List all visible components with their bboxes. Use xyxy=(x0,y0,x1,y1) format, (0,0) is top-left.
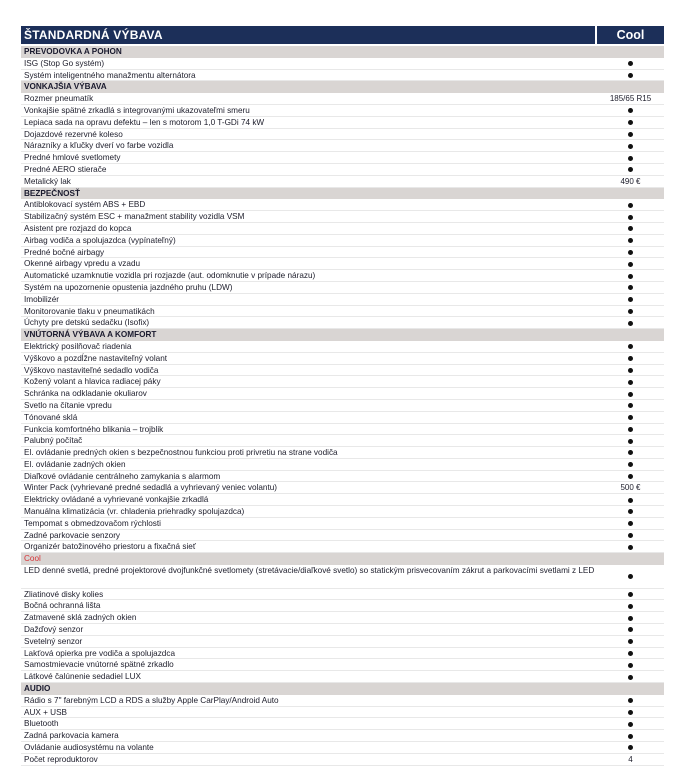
feature-label: Systém inteligentného manažmentu alternátora xyxy=(24,70,196,80)
bullet-icon xyxy=(628,309,633,314)
feature-label: Systém na upozornenie opustenia jazdného pruhu (LDW) xyxy=(24,282,233,292)
bullet-icon xyxy=(628,321,633,326)
feature-label: LED denné svetlá, predné projektorové dvojfunkčné svetlomety (stretávacie/diaľkové svetlo) so statickým prisvecovaním zákrut a parkovacími svetlami z LED xyxy=(24,566,595,576)
bullet-icon xyxy=(628,427,633,432)
table-row xyxy=(21,459,664,471)
bullet-icon xyxy=(628,663,633,668)
table-row xyxy=(21,117,664,129)
section-header xyxy=(21,683,664,695)
included-dot-icon xyxy=(597,353,664,364)
feature-label: Okenné airbagy vpredu a vzadu xyxy=(24,259,141,269)
feature-label: Vonkajšie spätné zrkadlá s integrovanými ukazovateľmi smeru xyxy=(24,105,250,115)
table-row xyxy=(21,388,664,400)
bullet-icon xyxy=(628,509,633,514)
included-dot-icon xyxy=(597,600,664,611)
feature-label: Zadná parkovacia kamera xyxy=(24,731,119,741)
table-row xyxy=(21,636,664,648)
table-row xyxy=(21,659,664,671)
feature-label: Tempomat s obmedzovačom rýchlosti xyxy=(24,518,161,528)
feature-label: Asistent pre rozjazd do kopca xyxy=(24,223,132,233)
equipment-table xyxy=(21,26,664,766)
feature-label: Predné bočné airbagy xyxy=(24,247,105,257)
section-header xyxy=(21,46,664,58)
included-dot-icon xyxy=(597,129,664,140)
table-body xyxy=(21,46,664,766)
table-row xyxy=(21,541,664,553)
table-row xyxy=(21,270,664,282)
bullet-icon xyxy=(628,356,633,361)
bullet-icon xyxy=(628,392,633,397)
included-dot-icon xyxy=(597,671,664,682)
table-row xyxy=(21,140,664,152)
section-header xyxy=(21,553,664,565)
included-dot-icon xyxy=(597,506,664,517)
feature-label: Ovládanie audiosystému na volante xyxy=(24,743,154,753)
bullet-icon xyxy=(628,238,633,243)
feature-label: Stabilizačný systém ESC + manažment stability vozidla VSM xyxy=(24,212,245,222)
included-dot-icon xyxy=(597,317,664,328)
section-title: AUDIO xyxy=(24,684,51,694)
table-title: ŠTANDARDNÁ VÝBAVA xyxy=(24,28,163,42)
table-row xyxy=(21,223,664,235)
feature-label: AUX + USB xyxy=(24,707,68,717)
included-dot-icon xyxy=(597,447,664,458)
feature-label: Elektricky ovládané a vyhrievané vonkajšie zrkadlá xyxy=(24,495,209,505)
feature-label: Lakťová opierka pre vodiča a spolujazdca xyxy=(24,648,175,658)
table-header xyxy=(21,26,664,46)
included-dot-icon xyxy=(597,707,664,718)
table-row xyxy=(21,754,664,766)
feature-value: 490 € xyxy=(620,176,641,186)
bullet-icon xyxy=(628,545,633,550)
feature-label: Predné AERO stierače xyxy=(24,164,107,174)
bullet-icon xyxy=(628,474,633,479)
feature-value: 185/65 R15 xyxy=(609,94,652,104)
included-dot-icon xyxy=(597,412,664,423)
table-row xyxy=(21,105,664,117)
bullet-icon xyxy=(628,250,633,255)
included-dot-icon xyxy=(597,695,664,706)
bullet-icon xyxy=(628,403,633,408)
section-title: PREVODOVKA A POHON xyxy=(24,47,122,56)
included-dot-icon xyxy=(597,70,664,81)
bullet-icon xyxy=(628,297,633,302)
section-header xyxy=(21,188,664,200)
bullet-icon xyxy=(628,344,633,349)
feature-label: Zliatinové disky kolies xyxy=(24,589,104,599)
feature-label: Zatmavené sklá zadných okien xyxy=(24,613,137,623)
table-row xyxy=(21,247,664,259)
included-dot-icon xyxy=(597,388,664,399)
table-row xyxy=(21,353,664,365)
included-dot-icon xyxy=(597,365,664,376)
included-dot-icon xyxy=(597,376,664,387)
included-dot-icon xyxy=(597,589,664,600)
bullet-icon xyxy=(628,108,633,113)
feature-label: Látkové čalúnenie sedadiel LUX xyxy=(24,672,141,682)
table-row xyxy=(21,530,664,542)
bullet-icon xyxy=(628,698,633,703)
table-row xyxy=(21,152,664,164)
bullet-icon xyxy=(628,592,633,597)
feature-label: Funkcia komfortného blikania – trojblik xyxy=(24,424,164,434)
table-row xyxy=(21,93,664,105)
bullet-icon xyxy=(628,651,633,656)
section-header xyxy=(21,81,664,93)
table-row xyxy=(21,600,664,612)
bullet-icon xyxy=(628,262,633,267)
included-dot-icon xyxy=(597,400,664,411)
included-dot-icon xyxy=(597,636,664,647)
included-dot-icon xyxy=(597,117,664,128)
included-dot-icon xyxy=(597,494,664,505)
table-row xyxy=(21,306,664,318)
section-title: Cool xyxy=(24,554,41,564)
feature-label: Imobilizér xyxy=(24,294,60,304)
bullet-icon xyxy=(628,498,633,503)
bullet-icon xyxy=(628,203,633,208)
table-row xyxy=(21,400,664,412)
section-header xyxy=(21,329,664,341)
feature-label: Manuálna klimatizácia (vr. chladenia priehradky spolujazdca) xyxy=(24,507,245,517)
bullet-icon xyxy=(628,73,633,78)
included-dot-icon xyxy=(597,624,664,635)
included-dot-icon xyxy=(597,306,664,317)
table-row xyxy=(21,199,664,211)
bullet-icon xyxy=(628,285,633,290)
table-row xyxy=(21,494,664,506)
feature-label: Rádio s 7" farebným LCD a RDS a služby Apple CarPlay/Android Auto xyxy=(24,695,279,705)
included-dot-icon xyxy=(597,258,664,269)
bullet-icon xyxy=(628,226,633,231)
bullet-icon xyxy=(628,627,633,632)
bullet-icon xyxy=(628,439,633,444)
feature-label: El. ovládanie zadných okien xyxy=(24,459,126,469)
table-row xyxy=(21,424,664,436)
bullet-icon xyxy=(628,215,633,220)
included-dot-icon xyxy=(597,282,664,293)
table-row xyxy=(21,235,664,247)
bullet-icon xyxy=(628,616,633,621)
feature-label: Elektrický posilňovač riadenia xyxy=(24,341,132,351)
bullet-icon xyxy=(628,462,633,467)
feature-value: 4 xyxy=(628,754,633,764)
feature-label: Svetelný senzor xyxy=(24,636,83,646)
feature-label: Organizér batožinového priestoru a fixačná sieť xyxy=(24,542,196,552)
table-row xyxy=(21,565,664,589)
table-row xyxy=(21,58,664,70)
feature-label: Výškovo nastaviteľné sedadlo vodiča xyxy=(24,365,159,375)
table-row xyxy=(21,176,664,188)
feature-label: Nárazníky a kľučky dverí vo farbe vozidla xyxy=(24,141,174,151)
table-row xyxy=(21,624,664,636)
included-dot-icon xyxy=(597,541,664,552)
feature-label: Winter Pack (vyhrievané predné sedadlá a vyhrievaný veniec volantu) xyxy=(24,483,278,493)
section-title: VONKAJŠIA VÝBAVA xyxy=(24,82,107,92)
included-dot-icon xyxy=(597,247,664,258)
table-row xyxy=(21,671,664,683)
bullet-icon xyxy=(628,368,633,373)
feature-label: Metalický lak xyxy=(24,176,71,186)
included-dot-icon xyxy=(597,565,664,588)
table-row xyxy=(21,70,664,82)
included-dot-icon xyxy=(597,659,664,670)
section-title: VNÚTORNÁ VÝBAVA A KOMFORT xyxy=(24,330,157,340)
included-dot-icon xyxy=(597,742,664,753)
table-row xyxy=(21,695,664,707)
bullet-icon xyxy=(628,415,633,420)
feature-label: Diaľkové ovládanie centrálneho zamykania s alarmom xyxy=(24,471,221,481)
included-dot-icon xyxy=(597,459,664,470)
included-dot-icon xyxy=(597,718,664,729)
table-row xyxy=(21,282,664,294)
feature-label: Automatické uzamknutie vozidla pri rozjazde (aut. odomknutie v prípade nárazu) xyxy=(24,271,316,281)
bullet-icon xyxy=(628,675,633,680)
table-row xyxy=(21,447,664,459)
included-dot-icon xyxy=(597,105,664,116)
bullet-icon xyxy=(628,574,633,579)
feature-label: Schránka na odkladanie okuliarov xyxy=(24,389,147,399)
trim-column-header: Cool xyxy=(595,26,664,44)
included-dot-icon xyxy=(597,730,664,741)
table-row xyxy=(21,482,664,494)
feature-label: Svetlo na čítanie vpredu xyxy=(24,400,112,410)
table-row xyxy=(21,211,664,223)
table-row xyxy=(21,707,664,719)
bullet-icon xyxy=(628,167,633,172)
feature-label: Rozmer pneumatík xyxy=(24,94,94,104)
section-title: BEZPEČNOSŤ xyxy=(24,188,80,198)
table-row xyxy=(21,365,664,377)
bullet-icon xyxy=(628,144,633,149)
bullet-icon xyxy=(628,521,633,526)
included-dot-icon xyxy=(597,223,664,234)
included-dot-icon xyxy=(597,424,664,435)
table-row xyxy=(21,376,664,388)
table-row xyxy=(21,412,664,424)
feature-label: Výškovo a pozdĺžne nastaviteľný volant xyxy=(24,353,168,363)
bullet-icon xyxy=(628,604,633,609)
included-dot-icon xyxy=(597,294,664,305)
table-row xyxy=(21,742,664,754)
bullet-icon xyxy=(628,639,633,644)
feature-label: Úchyty pre detskú sedačku (Isofix) xyxy=(24,318,150,328)
feature-label: Kožený volant a hlavica radiacej páky xyxy=(24,377,161,387)
feature-value: 500 € xyxy=(620,483,641,493)
table-row xyxy=(21,129,664,141)
bullet-icon xyxy=(628,120,633,125)
included-dot-icon xyxy=(597,270,664,281)
table-row xyxy=(21,506,664,518)
included-dot-icon xyxy=(597,471,664,482)
bullet-icon xyxy=(628,450,633,455)
bullet-icon xyxy=(628,132,633,137)
feature-label: Palubný počítač xyxy=(24,436,83,446)
bullet-icon xyxy=(628,61,633,66)
included-dot-icon xyxy=(597,530,664,541)
table-row xyxy=(21,341,664,353)
table-row xyxy=(21,317,664,329)
table-row xyxy=(21,518,664,530)
included-dot-icon xyxy=(597,152,664,163)
included-dot-icon xyxy=(597,58,664,69)
table-row xyxy=(21,471,664,483)
included-dot-icon xyxy=(597,235,664,246)
feature-label: Dažďový senzor xyxy=(24,625,84,635)
table-row xyxy=(21,294,664,306)
included-dot-icon xyxy=(597,518,664,529)
feature-label: ISG (Stop Go systém) xyxy=(24,58,105,68)
included-dot-icon xyxy=(597,341,664,352)
feature-label: Predné hmlové svetlomety xyxy=(24,153,121,163)
included-dot-icon xyxy=(597,211,664,222)
feature-label: Lepiaca sada na opravu defektu – len s motorom 1,0 T-GDi 74 kW xyxy=(24,117,265,127)
included-dot-icon xyxy=(597,164,664,175)
feature-label: Airbag vodiča a spolujazdca (vypínateľný) xyxy=(24,235,176,245)
table-row xyxy=(21,258,664,270)
feature-label: Antiblokovací systém ABS + EBD xyxy=(24,200,146,210)
table-row xyxy=(21,164,664,176)
feature-label: Bluetooth xyxy=(24,719,59,729)
table-row xyxy=(21,718,664,730)
bullet-icon xyxy=(628,274,633,279)
feature-label: Monitorovanie tlaku v pneumatikách xyxy=(24,306,155,316)
included-dot-icon xyxy=(597,648,664,659)
table-row xyxy=(21,435,664,447)
included-dot-icon xyxy=(597,435,664,446)
bullet-icon xyxy=(628,380,633,385)
feature-label: Dojazdové rezervné koleso xyxy=(24,129,123,139)
included-dot-icon xyxy=(597,612,664,623)
table-row xyxy=(21,648,664,660)
bullet-icon xyxy=(628,734,633,739)
feature-label: Samostmievacie vnútorné spätné zrkadlo xyxy=(24,660,174,670)
feature-label: Bočná ochranná lišta xyxy=(24,601,101,611)
bullet-icon xyxy=(628,533,633,538)
table-row xyxy=(21,730,664,742)
table-row xyxy=(21,612,664,624)
feature-label: El. ovládanie predných okien s bezpečnostnou funkciou proti privretiu na strane vodiča xyxy=(24,448,338,458)
included-dot-icon xyxy=(597,140,664,151)
bullet-icon xyxy=(628,722,633,727)
bullet-icon xyxy=(628,710,633,715)
table-row xyxy=(21,589,664,601)
feature-label: Počet reproduktorov xyxy=(24,754,98,764)
bullet-icon xyxy=(628,745,633,750)
feature-label: Tónované sklá xyxy=(24,412,78,422)
bullet-icon xyxy=(628,156,633,161)
feature-label: Zadné parkovacie senzory xyxy=(24,530,121,540)
included-dot-icon xyxy=(597,199,664,210)
